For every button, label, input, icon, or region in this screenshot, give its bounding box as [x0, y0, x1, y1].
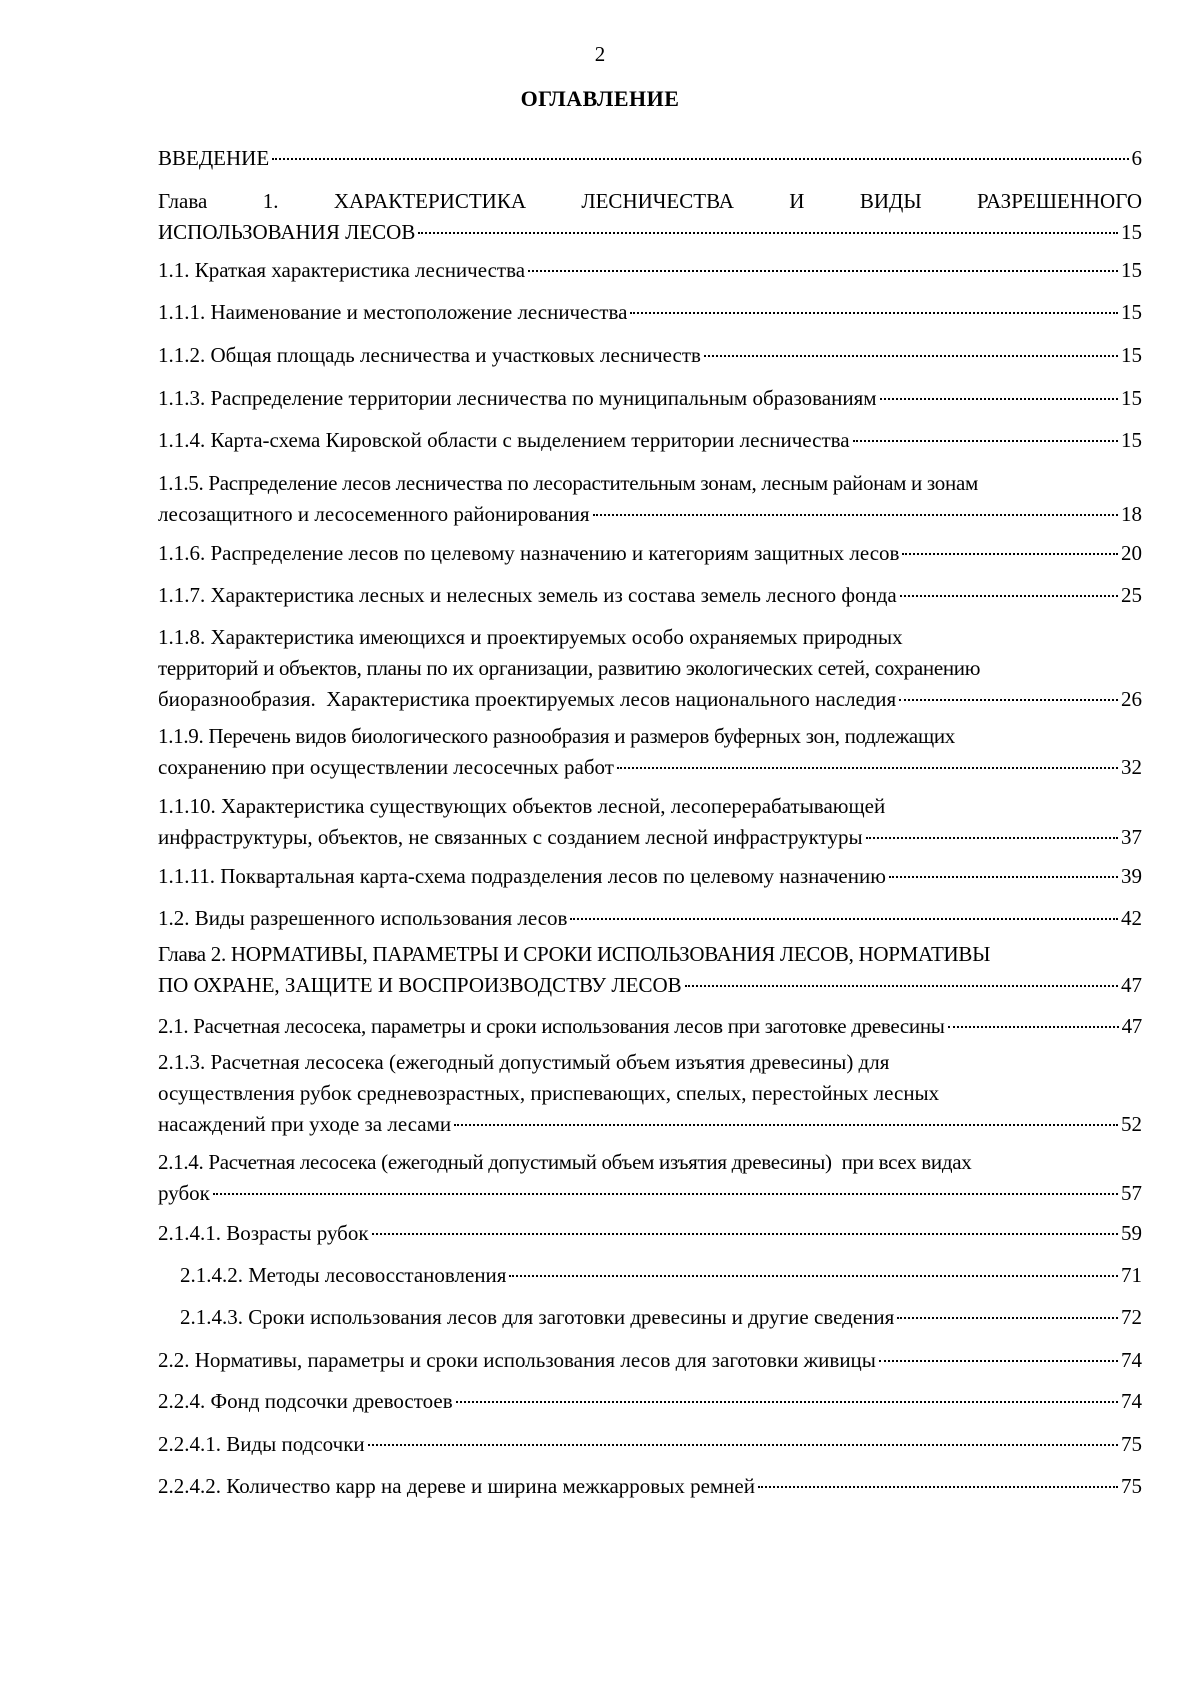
toc-entry-text-line: 2.1.4. Расчетная лесосека (ежегодный допустимый объем изъятия древесины) при всех видах	[158, 1150, 972, 1174]
dot-leader	[948, 1026, 1119, 1028]
toc-entry-text: 2.2.4. Фонд подсочки древостоев	[158, 1389, 453, 1413]
dot-leader	[685, 985, 1118, 987]
toc-entry-chapter-1[interactable]	[158, 186, 1142, 248]
toc-entry-2-2-4[interactable]	[158, 1386, 1142, 1417]
toc-entry-text: 2.2.4.1. Виды подсочки	[158, 1432, 365, 1456]
dot-leader	[704, 355, 1118, 357]
toc-page-number: 59	[1121, 1221, 1142, 1245]
dot-leader	[900, 595, 1118, 597]
toc-entry-text-line: Глава 2. НОРМАТИВЫ, ПАРАМЕТРЫ И СРОКИ ИСПОЛЬЗОВАНИЯ ЛЕСОВ, НОРМАТИВЫ	[158, 942, 991, 966]
toc-entry-1-1-10[interactable]	[158, 791, 1142, 853]
toc-entry-2-2-4-2[interactable]	[158, 1471, 1142, 1502]
toc-entry-2-1-4-2[interactable]	[180, 1260, 1142, 1291]
toc-page-number: 18	[1121, 502, 1142, 526]
toc-entry-1-1-4[interactable]	[158, 425, 1142, 456]
toc-page-number: 75	[1121, 1474, 1142, 1498]
toc-entry-text: биоразнообразия. Характеристика проектируемых лесов национального наследия	[158, 687, 897, 711]
toc-entry-text: рубок	[158, 1181, 210, 1205]
dot-leader	[272, 158, 1128, 160]
toc-entry-2-1-4[interactable]	[158, 1147, 1142, 1209]
dot-leader	[889, 876, 1118, 878]
toc-page-number: 6	[1131, 146, 1142, 170]
toc-entry-text: насаждений при уходе за лесами	[158, 1112, 452, 1136]
toc-page-number: 15	[1121, 220, 1142, 244]
toc-entry-text: 2.1.4.3. Сроки использования лесов для заготовки древесины и другие сведения	[180, 1305, 895, 1329]
toc-entry-text: 1.1.4. Карта-схема Кировской области с выделением территории лесничества	[158, 428, 850, 452]
toc-entry-text: лесозащитного и лесосеменного районирования	[158, 502, 590, 526]
toc-entry-text-line: 1.1.5. Распределение лесов лесничества по лесорастительным зонам, лесным районам и зонам	[158, 471, 978, 495]
toc-entry-1-1-1[interactable]	[158, 297, 1142, 328]
toc-entry-2-1-4-1[interactable]	[158, 1218, 1142, 1249]
toc-entry-chapter-2[interactable]	[158, 939, 1142, 1001]
dot-leader	[454, 1124, 1118, 1126]
page-number: 2	[594, 42, 606, 66]
toc-page-number: 26	[1121, 687, 1142, 711]
dot-leader	[509, 1275, 1118, 1277]
toc-entry-text-line: 1.1.9. Перечень видов биологического разнообразия и размеров буферных зон, подлежащих	[158, 724, 955, 748]
toc-page-number: 37	[1121, 825, 1142, 849]
toc-entry-1-1-11[interactable]	[158, 861, 1142, 892]
toc-page-number: 71	[1121, 1263, 1142, 1287]
toc-entry-1-1-7[interactable]	[158, 580, 1142, 611]
toc-entry-text: 2.2.4.2. Количество карр на дереве и ширина межкарровых ремней	[158, 1474, 755, 1498]
toc-entry-1-1-5[interactable]	[158, 468, 1142, 530]
toc-entry-text: 2.1.4.2. Методы лесовосстановления	[180, 1263, 507, 1287]
dot-leader	[879, 1360, 1118, 1362]
toc-entry-text: 1.1.11. Поквартальная карта-схема подразделения лесов по целевому назначению	[158, 864, 886, 888]
dot-leader	[758, 1486, 1118, 1488]
toc-entry-text: сохранению при осуществлении лесосечных работ	[158, 755, 614, 779]
toc-entry-2-2[interactable]	[158, 1345, 1142, 1376]
toc-page-number: 72	[1121, 1305, 1142, 1329]
toc-page-number: 74	[1121, 1389, 1142, 1413]
toc-entry-text-line: 2.1.3. Расчетная лесосека (ежегодный допустимый объем изъятия древесины) для	[158, 1050, 890, 1074]
toc-entry-text-line: осуществления рубок средневозрастных, приспевающих, спелых, перестойных лесных	[158, 1081, 940, 1105]
toc-page-number: 47	[1121, 973, 1142, 997]
toc-entry-text: 1.1.7. Характеристика лесных и нелесных земель из состава земель лесного фонда	[158, 583, 897, 607]
toc-entry-text: 1.2. Виды разрешенного использования лесов	[158, 906, 568, 930]
dot-leader	[866, 837, 1118, 839]
dot-leader	[528, 270, 1118, 272]
toc-entry-text: 1.1. Краткая характеристика лесничества	[158, 258, 526, 282]
toc-entry-text: 2.1. Расчетная лесосека, параметры и сроки использования лесов при заготовке древесины	[158, 1014, 945, 1038]
dot-leader	[902, 553, 1118, 555]
toc-entry-text: 1.1.3. Распределение территории лесничества по муниципальным образованиям	[158, 386, 877, 410]
toc-entry-text: 1.1.6. Распределение лесов по целевому назначению и категориям защитных лесов	[158, 541, 900, 565]
toc-entry-2-1[interactable]	[158, 1011, 1142, 1042]
toc-entry-text: ВВЕДЕНИЕ	[158, 146, 270, 170]
toc-entry-text-line: 1.1.8. Характеристика имеющихся и проектируемых особо охраняемых природных	[158, 625, 903, 649]
toc-entry-text-line: Глава 1. ХАРАКТЕРИСТИКА ЛЕСНИЧЕСТВА И ВИДЫ РАЗРЕШЕННОГО	[158, 189, 1142, 213]
toc-page-number: 15	[1121, 258, 1142, 282]
toc-page-number: 15	[1121, 386, 1142, 410]
toc-entry-text: 1.1.1. Наименование и местоположение лесничества	[158, 300, 628, 324]
toc-page-number: 52	[1121, 1112, 1142, 1136]
toc-entry-1-1[interactable]	[158, 255, 1142, 286]
toc-page-number: 15	[1121, 428, 1142, 452]
toc-entry-text: 2.2. Нормативы, параметры и сроки использования лесов для заготовки живицы	[158, 1348, 876, 1372]
dot-leader	[213, 1193, 1118, 1195]
dot-leader	[899, 699, 1118, 701]
toc-entry-1-1-9[interactable]	[158, 721, 1142, 783]
dot-leader	[368, 1444, 1118, 1446]
toc-entry-text: ИСПОЛЬЗОВАНИЯ ЛЕСОВ	[158, 220, 416, 244]
toc-page-number: 25	[1121, 583, 1142, 607]
dot-leader	[617, 767, 1118, 769]
toc-page-number: 39	[1121, 864, 1142, 888]
dot-leader	[880, 398, 1118, 400]
toc-title: ОГЛАВЛЕНИЕ	[520, 86, 680, 111]
dot-leader	[853, 440, 1118, 442]
toc-entry-1-1-6[interactable]	[158, 538, 1142, 569]
toc-page-number: 75	[1121, 1432, 1142, 1456]
toc-page-number: 57	[1121, 1181, 1142, 1205]
toc-entry-text-line: территорий и объектов, планы по их организации, развитию экологических сетей, сохранению	[158, 656, 981, 680]
toc-entry-1-1-2[interactable]	[158, 340, 1142, 371]
toc-entry-text: 2.1.4.1. Возрасты рубок	[158, 1221, 369, 1245]
toc-entry-text: 1.1.2. Общая площадь лесничества и участковых лесничеств	[158, 343, 701, 367]
dot-leader	[897, 1317, 1118, 1319]
toc-entry-1-1-8[interactable]	[158, 622, 1142, 715]
dot-leader	[418, 232, 1118, 234]
toc-entry-2-2-4-1[interactable]	[158, 1429, 1142, 1460]
toc-page-number: 74	[1121, 1348, 1142, 1372]
toc-page-number: 15	[1121, 300, 1142, 324]
toc-page-number: 42	[1121, 906, 1142, 930]
dot-leader	[456, 1401, 1118, 1403]
toc-entry-text: ПО ОХРАНЕ, ЗАЩИТЕ И ВОСПРОИЗВОДСТВУ ЛЕСОВ	[158, 973, 682, 997]
toc-entry-introduction[interactable]	[158, 143, 1142, 174]
dot-leader	[593, 514, 1118, 516]
toc-entry-2-1-4-3[interactable]	[180, 1302, 1142, 1333]
toc-entry-2-1-3[interactable]	[158, 1047, 1142, 1140]
toc-page-number: 15	[1121, 343, 1142, 367]
toc-entry-text-line: 1.1.10. Характеристика существующих объектов лесной, лесоперерабатывающей	[158, 794, 886, 818]
toc-entry-text: инфраструктуры, объектов, не связанных с созданием лесной инфраструктуры	[158, 825, 863, 849]
toc-entry-1-1-3[interactable]	[158, 383, 1142, 414]
toc-page-number: 32	[1121, 755, 1142, 779]
dot-leader	[570, 918, 1118, 920]
toc-page-number: 20	[1121, 541, 1142, 565]
toc-page-number: 47	[1121, 1014, 1142, 1038]
dot-leader	[372, 1233, 1118, 1235]
dot-leader	[630, 312, 1118, 314]
toc-entry-1-2[interactable]	[158, 903, 1142, 934]
